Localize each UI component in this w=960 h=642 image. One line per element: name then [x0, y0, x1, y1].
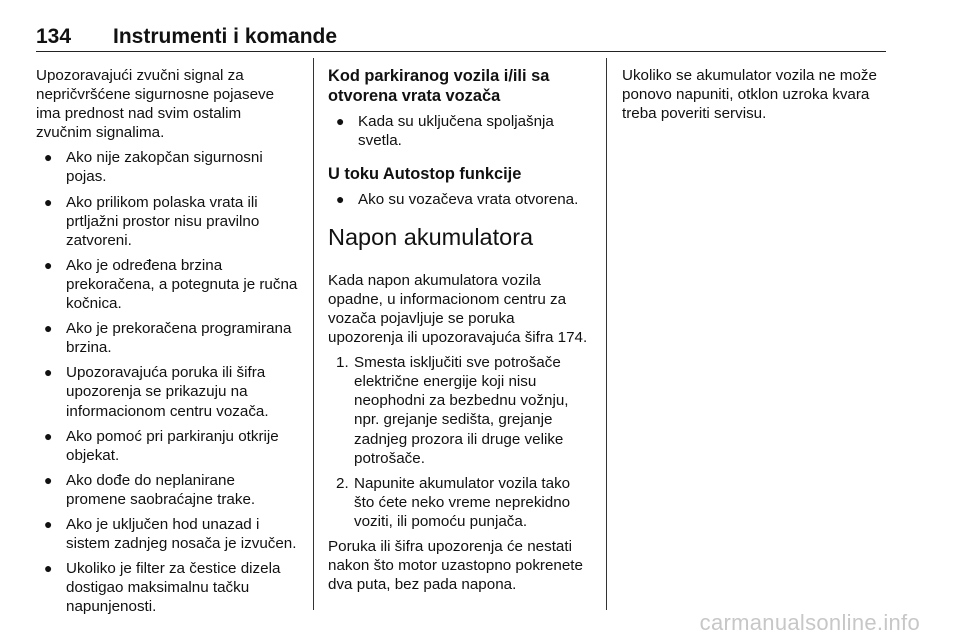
step-number: 1.	[336, 354, 349, 372]
column-3	[622, 66, 890, 123]
warning-list	[36, 148, 298, 616]
warning-disappear-paragraph: Poruka ili šifra upozorenja će nestati nakon što motor uzastopno pokrenete dva puta, bez pada napona.	[328, 538, 583, 594]
bullet-icon: ●	[44, 515, 53, 532]
subheading-autostop: U toku Autostop funkcije	[328, 165, 522, 184]
section-heading-battery-voltage: Napon akumulatora	[328, 224, 534, 251]
step-item: 2. Napunite akumulator vozila tako što ćete neko vreme neprekidno voziti, ili pomoću punjača.	[336, 474, 571, 530]
column-1	[36, 66, 298, 616]
battery-paragraph: Kada napon akumulatora vozila opadne, u informacionom centru za vozača pojavljuje se poruka upozorenja ili upozoravajuća šifra 174.	[328, 271, 588, 347]
page-header	[36, 25, 886, 52]
bullet-icon: ●	[44, 560, 53, 577]
service-paragraph: Ukoliko se akumulator vozila ne može ponovo napuniti, otklon uzroka kvara treba poveriti servisu.	[622, 67, 877, 123]
bullet-icon: ●	[336, 191, 345, 208]
bullet-icon: ●	[44, 149, 53, 166]
list-item: ● Ako pomoć pri parkiranju otkrije objekat.	[44, 427, 279, 464]
bullet-icon: ●	[44, 320, 53, 337]
list-item: ● Ako prilikom polaska vrata ili prtljažni prostor nisu pravilno zatvoreni.	[44, 193, 260, 249]
list-item: ● Ako je uključen hod unazad i sistem zadnjeg nosača je izvučen.	[44, 515, 297, 553]
list-item: ● Ukoliko je filter za čestice dizela dostigao maksimalnu tačku napunjenosti.	[44, 560, 281, 616]
page-number: 134	[36, 25, 72, 48]
list-item: ● Ako je određena brzina prekoračena, a potegnuta je ručna kočnica.	[44, 256, 298, 313]
step-item: 1. Smesta isključiti sve potrošače električne energije koji nisu neophodni za bezbednu vožnju, npr. grejanje sedišta, grejanje zadnjeg prozora ili druge velike potrošače.	[336, 354, 569, 467]
bullet-icon: ●	[44, 427, 53, 444]
bullet-icon: ●	[44, 364, 53, 381]
list-item: ● Ako je prekoračena programirana brzina.	[44, 320, 292, 357]
column-2	[328, 66, 593, 594]
step-number: 2.	[336, 474, 349, 492]
watermark: carmanualsonline.info	[699, 610, 920, 635]
bullet-icon: ●	[44, 471, 53, 488]
subheading-parked-vehicle: Kod parkiranog vozila i/ili sa otvorena vrata vozača	[328, 67, 550, 105]
bullet-icon: ●	[336, 113, 345, 129]
bullet-icon: ●	[44, 193, 53, 210]
parked-list	[328, 112, 593, 150]
list-item: ● Ako su vozačeva vrata otvorena.	[336, 191, 579, 209]
page-title: Instrumenti i komande	[113, 25, 338, 48]
intro-paragraph: Upozoravajući zvučni signal za nepričvršćene sigurnosne pojaseve ima prednost nad svim ostalim zvučnim signalima.	[36, 67, 275, 142]
list-item: ● Ako nije zakopčan sigurnosni pojas.	[44, 149, 263, 186]
column-divider	[313, 58, 314, 610]
bullet-icon: ●	[44, 256, 53, 273]
column-divider	[606, 58, 607, 610]
list-item: ● Ako dođe do neplanirane promene saobraćajne trake.	[44, 471, 256, 508]
list-item: ● Upozoravajuća poruka ili šifra upozorenja se prikazuju na informacionom centru vozača.	[44, 364, 269, 420]
list-item: ● Kada su uključena spoljašnja svetla.	[336, 113, 554, 150]
autostop-list	[328, 190, 593, 209]
battery-steps	[328, 353, 593, 531]
